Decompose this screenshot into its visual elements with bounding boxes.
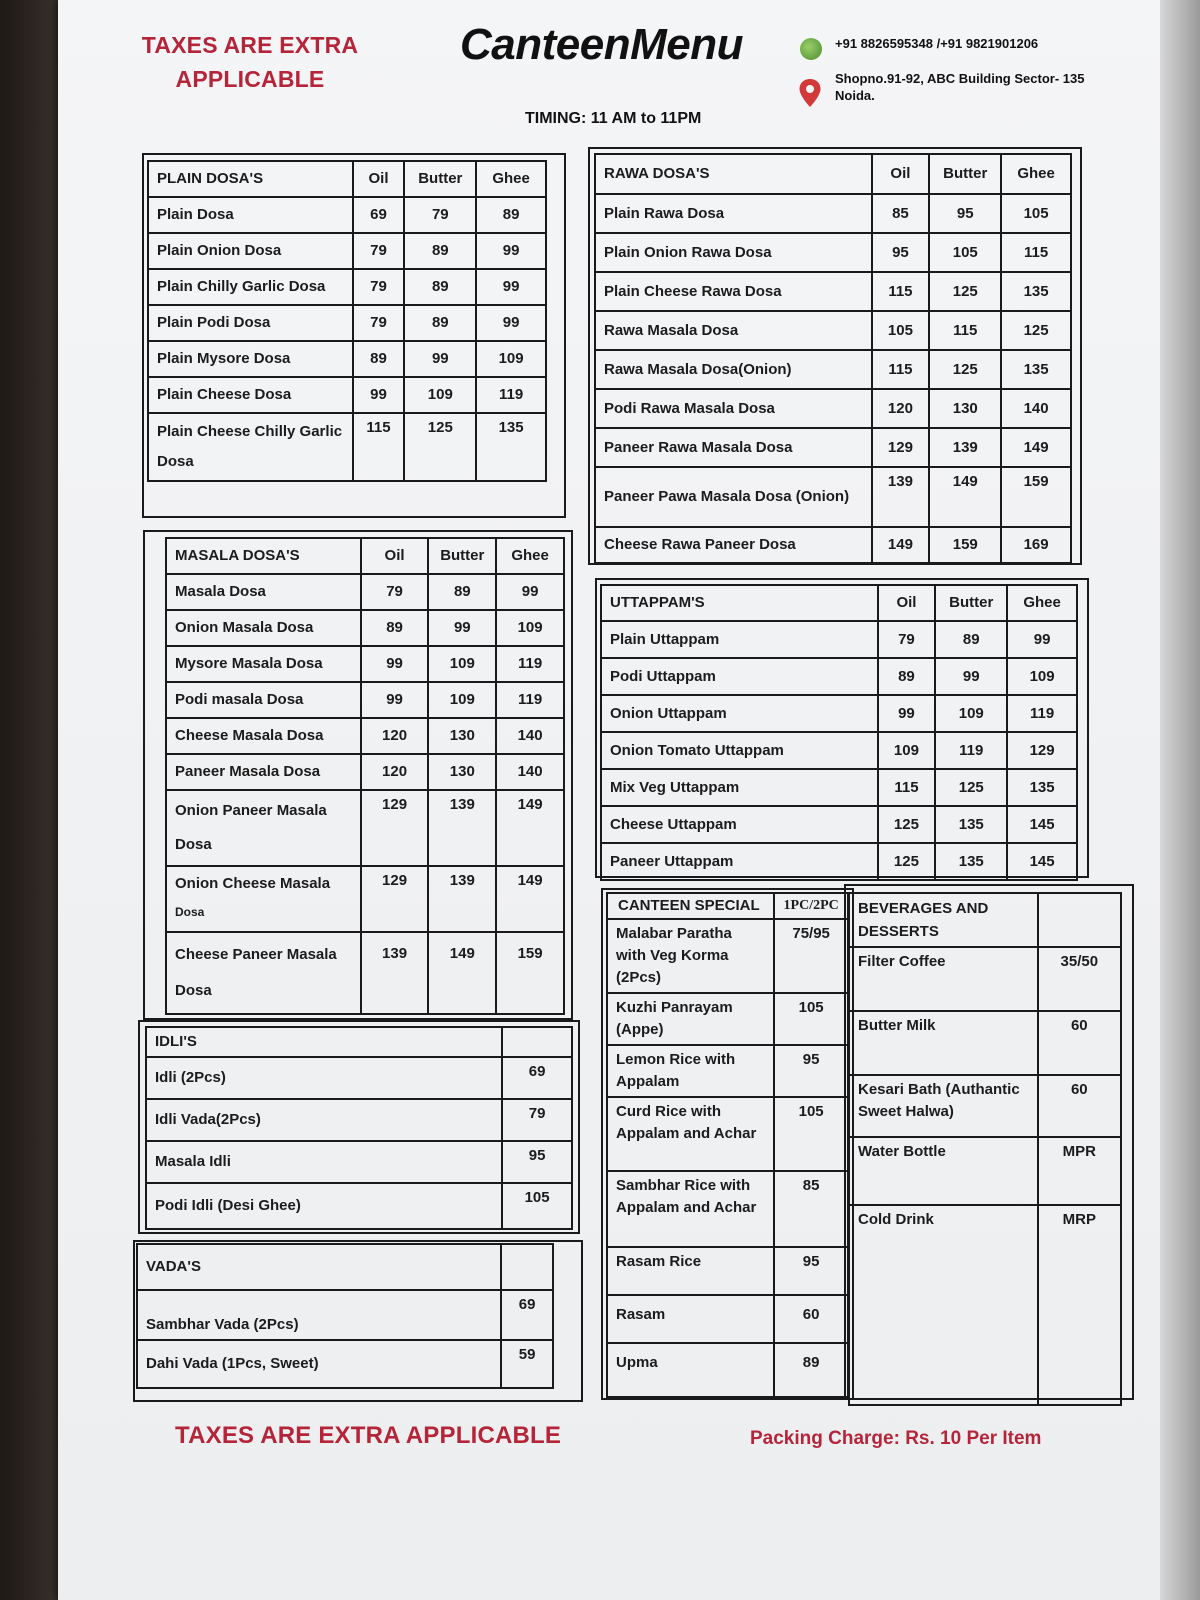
price-butter: 89 xyxy=(404,269,476,305)
price-ghee: 109 xyxy=(476,341,546,377)
price-butter: 89 xyxy=(428,574,496,610)
price-butter: 149 xyxy=(929,467,1001,527)
item-name: Kuzhi Panrayam (Appe) xyxy=(607,993,774,1045)
table-row xyxy=(166,718,564,754)
rawa-dosa-table xyxy=(594,153,1072,564)
item-name: Paneer Uttappam xyxy=(601,843,878,880)
price-butter: 139 xyxy=(929,428,1001,467)
item-name: Plain Onion Rawa Dosa xyxy=(595,233,872,272)
price-ghee: 129 xyxy=(1007,732,1077,769)
price-butter: 115 xyxy=(929,311,1001,350)
price-ghee: 159 xyxy=(1001,467,1071,527)
table-row xyxy=(166,646,564,682)
item-name: Rasam Rice xyxy=(607,1247,774,1295)
table-row xyxy=(607,993,848,1045)
item-name: Cheese Rawa Paneer Dosa xyxy=(595,527,872,563)
price-butter: 135 xyxy=(935,806,1007,843)
col-oil: Oil xyxy=(872,154,930,194)
table-row xyxy=(607,1097,848,1171)
price-ghee: 89 xyxy=(476,197,546,233)
price: MRP xyxy=(1038,1205,1121,1405)
price-oil: 99 xyxy=(353,377,405,413)
rawa-dosa-title: RAWA DOSA'S xyxy=(595,154,872,194)
table-row xyxy=(148,269,546,305)
table-row xyxy=(601,695,1077,732)
price-butter: 125 xyxy=(929,350,1001,389)
empty-header-cell xyxy=(501,1244,553,1290)
canteen-special-table xyxy=(606,892,849,1398)
price: 79 xyxy=(502,1099,572,1141)
item-name: Plain Cheese Rawa Dosa xyxy=(595,272,872,311)
price-oil: 120 xyxy=(361,754,429,790)
table-row xyxy=(601,658,1077,695)
table-row xyxy=(137,1290,553,1340)
price-butter: 119 xyxy=(935,732,1007,769)
beverages-title: BEVERAGES AND DESSERTS xyxy=(849,893,1038,947)
item-name: Onion Masala Dosa xyxy=(166,610,361,646)
price-ghee: 135 xyxy=(1001,350,1071,389)
table-row xyxy=(166,610,564,646)
price-oil: 79 xyxy=(353,305,405,341)
table-row xyxy=(166,682,564,718)
table-row xyxy=(595,527,1071,563)
price-oil: 89 xyxy=(353,341,405,377)
price-oil: 129 xyxy=(361,866,429,932)
price-oil: 149 xyxy=(872,527,930,563)
item-name: Rawa Masala Dosa(Onion) xyxy=(595,350,872,389)
price-oil: 109 xyxy=(878,732,936,769)
price-oil: 129 xyxy=(872,428,930,467)
item-name-line1: Onion Cheese Masala xyxy=(175,875,331,892)
price-butter: 105 xyxy=(929,233,1001,272)
table-row xyxy=(607,919,848,993)
item-name: Mysore Masala Dosa xyxy=(166,646,361,682)
table-row xyxy=(595,233,1071,272)
vada-title: VADA'S xyxy=(137,1244,501,1290)
price-butter: 125 xyxy=(404,413,476,481)
item-name: Paneer Pawa Masala Dosa (Onion) xyxy=(595,467,872,527)
item-name-line2: Dosa xyxy=(175,905,205,919)
price-ghee: 99 xyxy=(496,574,564,610)
location-pin-icon xyxy=(798,78,822,108)
price-ghee: 99 xyxy=(476,233,546,269)
item-name xyxy=(166,866,361,932)
item-name: Plain Dosa xyxy=(148,197,353,233)
price: 85 xyxy=(774,1171,848,1247)
item-name: Butter Milk xyxy=(849,1011,1038,1075)
item-name: Onion Tomato Uttappam xyxy=(601,732,878,769)
price-oil: 125 xyxy=(878,806,936,843)
item-name: Lemon Rice with Appalam xyxy=(607,1045,774,1097)
col-butter: Butter xyxy=(428,538,496,574)
table-row xyxy=(146,1099,572,1141)
price-butter: 149 xyxy=(428,932,496,1014)
price-oil: 129 xyxy=(361,790,429,866)
item-name-line2: Dosa xyxy=(175,836,212,853)
price-oil: 95 xyxy=(872,233,930,272)
tax-note-top: TAXES ARE EXTRA APPLICABLE xyxy=(141,32,359,92)
table-row xyxy=(601,769,1077,806)
price-oil: 115 xyxy=(872,350,930,389)
table-row xyxy=(595,194,1071,233)
table-row xyxy=(595,428,1071,467)
item-name: Plain Cheese Chilly Garlic Dosa xyxy=(148,413,353,481)
price-butter: 135 xyxy=(935,843,1007,880)
col-butter: Butter xyxy=(404,161,476,197)
canteen-special-title: CANTEEN SPECIAL xyxy=(607,893,774,919)
item-name: Podi masala Dosa xyxy=(166,682,361,718)
price-ghee: 109 xyxy=(496,610,564,646)
price-butter: 125 xyxy=(935,769,1007,806)
price-butter: 109 xyxy=(935,695,1007,732)
item-name: Cheese Uttappam xyxy=(601,806,878,843)
price: 35/50 xyxy=(1038,947,1121,1011)
uttappam-title: UTTAPPAM'S xyxy=(601,585,878,621)
idli-table xyxy=(145,1026,573,1230)
table-row xyxy=(595,311,1071,350)
price-butter: 139 xyxy=(428,866,496,932)
price-ghee: 99 xyxy=(476,305,546,341)
item-name: Mix Veg Uttappam xyxy=(601,769,878,806)
item-name: Plain Podi Dosa xyxy=(148,305,353,341)
price-ghee: 119 xyxy=(476,377,546,413)
tax-note-bottom: TAXES ARE EXTRA APPLICABLE xyxy=(175,1422,562,1449)
table-row xyxy=(166,574,564,610)
table-row xyxy=(601,732,1077,769)
item-name: Sambhar Vada (2Pcs) xyxy=(137,1290,501,1340)
price-oil: 79 xyxy=(361,574,429,610)
price-butter: 95 xyxy=(929,194,1001,233)
price-butter: 130 xyxy=(428,754,496,790)
price-oil: 125 xyxy=(878,843,936,880)
table-row xyxy=(148,197,546,233)
table-row xyxy=(595,350,1071,389)
table-row xyxy=(849,1137,1121,1205)
price-ghee: 119 xyxy=(496,682,564,718)
price: MPR xyxy=(1038,1137,1121,1205)
table-row xyxy=(849,947,1121,1011)
price-butter: 89 xyxy=(404,233,476,269)
item-name: Cold Drink xyxy=(849,1205,1038,1405)
item-name: Plain Mysore Dosa xyxy=(148,341,353,377)
table-row xyxy=(607,1295,848,1343)
table-row xyxy=(166,790,564,866)
item-name: Plain Uttappam xyxy=(601,621,878,658)
price-ghee: 135 xyxy=(1001,272,1071,311)
item-name-line2: Dosa xyxy=(175,982,212,999)
item-name: Podi Uttappam xyxy=(601,658,878,695)
price-oil: 105 xyxy=(872,311,930,350)
item-name: Paneer Masala Dosa xyxy=(166,754,361,790)
item-name: Malabar Paratha with Veg Korma (2Pcs) xyxy=(607,919,774,993)
table-row xyxy=(601,843,1077,880)
price-oil: 79 xyxy=(878,621,936,658)
packing-charge-note: Packing Charge: Rs. 10 Per Item xyxy=(750,1428,1042,1449)
table-row xyxy=(148,413,546,481)
price-butter: 89 xyxy=(935,621,1007,658)
table-row xyxy=(595,467,1071,527)
col-oil: Oil xyxy=(361,538,429,574)
price-ghee: 140 xyxy=(496,754,564,790)
price: 89 xyxy=(774,1343,848,1397)
price: 60 xyxy=(774,1295,848,1343)
price-oil: 115 xyxy=(878,769,936,806)
table-row xyxy=(137,1340,553,1388)
plain-dosa-title: PLAIN DOSA'S xyxy=(148,161,353,197)
price-oil: 69 xyxy=(353,197,405,233)
item-name: Idli (2Pcs) xyxy=(146,1057,502,1099)
col-oil: Oil xyxy=(353,161,405,197)
price-butter: 99 xyxy=(935,658,1007,695)
page-title: CanteenMenu xyxy=(460,20,743,69)
table-row xyxy=(849,1205,1121,1405)
price-ghee: 135 xyxy=(476,413,546,481)
table-row xyxy=(595,389,1071,428)
price: 105 xyxy=(502,1183,572,1229)
table-row xyxy=(148,377,546,413)
item-name: Filter Coffee xyxy=(849,947,1038,1011)
price-ghee: 119 xyxy=(496,646,564,682)
price-ghee: 149 xyxy=(496,866,564,932)
price-ghee: 99 xyxy=(1007,621,1077,658)
price: 75/95 xyxy=(774,919,848,993)
price-butter: 130 xyxy=(929,389,1001,428)
item-name: Plain Chilly Garlic Dosa xyxy=(148,269,353,305)
price-butter: 130 xyxy=(428,718,496,754)
col-butter: Butter xyxy=(935,585,1007,621)
vada-table xyxy=(136,1243,554,1389)
item-name: Masala Dosa xyxy=(166,574,361,610)
price-oil: 79 xyxy=(353,269,405,305)
table-row xyxy=(601,621,1077,658)
price-butter: 109 xyxy=(428,682,496,718)
item-name: Water Bottle xyxy=(849,1137,1038,1205)
item-name: Rawa Masala Dosa xyxy=(595,311,872,350)
item-name: Masala Idli xyxy=(146,1141,502,1183)
table-row xyxy=(601,806,1077,843)
table-row xyxy=(607,1171,848,1247)
item-name: Curd Rice with Appalam and Achar xyxy=(607,1097,774,1171)
item-name: Upma xyxy=(607,1343,774,1397)
price-butter: 125 xyxy=(929,272,1001,311)
price-oil: 115 xyxy=(872,272,930,311)
col-oil: Oil xyxy=(878,585,936,621)
price-ghee: 159 xyxy=(496,932,564,1014)
price-oil: 99 xyxy=(878,695,936,732)
table-surface-right xyxy=(1160,0,1200,1600)
table-row xyxy=(148,233,546,269)
item-name-line1: Cheese Paneer Masala xyxy=(175,946,337,963)
price: 60 xyxy=(1038,1011,1121,1075)
price-ghee: 119 xyxy=(1007,695,1077,732)
table-row xyxy=(146,1141,572,1183)
price-butter: 99 xyxy=(404,341,476,377)
table-row xyxy=(166,932,564,1014)
table-row xyxy=(166,754,564,790)
phone-icon xyxy=(800,38,822,60)
uttappam-table xyxy=(600,584,1078,881)
phone-numbers: +91 8826595348 /+91 9821901206 xyxy=(835,36,1039,51)
price-oil: 115 xyxy=(353,413,405,481)
masala-dosa-table xyxy=(165,537,565,1015)
item-name: Idli Vada(2Pcs) xyxy=(146,1099,502,1141)
table-row xyxy=(148,305,546,341)
price: 105 xyxy=(774,993,848,1045)
price-butter: 89 xyxy=(404,305,476,341)
col-butter: Butter xyxy=(929,154,1001,194)
beverages-table xyxy=(848,892,1122,1406)
price-ghee: 169 xyxy=(1001,527,1071,563)
timing-text: TIMING: 11 AM to 11PM xyxy=(525,110,702,127)
address: Shopno.91-92, ABC Building Sector- 135 Noida. xyxy=(835,71,1085,103)
item-name: Dahi Vada (1Pcs, Sweet) xyxy=(137,1340,501,1388)
table-row xyxy=(595,272,1071,311)
price-oil: 139 xyxy=(872,467,930,527)
col-ghee: Ghee xyxy=(476,161,546,197)
table-row xyxy=(146,1183,572,1229)
price-butter: 99 xyxy=(428,610,496,646)
price-ghee: 109 xyxy=(1007,658,1077,695)
price: 95 xyxy=(774,1045,848,1097)
price-oil: 85 xyxy=(872,194,930,233)
col-ghee: Ghee xyxy=(1007,585,1077,621)
item-name: Podi Idli (Desi Ghee) xyxy=(146,1183,502,1229)
table-row xyxy=(607,1343,848,1397)
price-ghee: 125 xyxy=(1001,311,1071,350)
price-oil: 99 xyxy=(361,646,429,682)
item-name: Kesari Bath (Authantic Sweet Halwa) xyxy=(849,1075,1038,1137)
item-name xyxy=(166,790,361,866)
price-ghee: 145 xyxy=(1007,806,1077,843)
table-surface-left xyxy=(0,0,60,1600)
price-butter: 109 xyxy=(428,646,496,682)
price-ghee: 140 xyxy=(1001,389,1071,428)
price-butter: 79 xyxy=(404,197,476,233)
item-name: Sambhar Rice with Appalam and Achar xyxy=(607,1171,774,1247)
col-ghee: Ghee xyxy=(496,538,564,574)
item-name: Podi Rawa Masala Dosa xyxy=(595,389,872,428)
price: 60 xyxy=(1038,1075,1121,1137)
item-name: Plain Rawa Dosa xyxy=(595,194,872,233)
price-oil: 120 xyxy=(872,389,930,428)
masala-dosa-title: MASALA DOSA'S xyxy=(166,538,361,574)
price: 69 xyxy=(502,1057,572,1099)
price-butter: 159 xyxy=(929,527,1001,563)
price: 95 xyxy=(502,1141,572,1183)
price-butter: 139 xyxy=(428,790,496,866)
plain-dosa-table xyxy=(147,160,547,482)
item-name: Rasam xyxy=(607,1295,774,1343)
empty-header-cell xyxy=(502,1027,572,1057)
price-ghee: 149 xyxy=(496,790,564,866)
price-oil: 99 xyxy=(361,682,429,718)
price-ghee: 99 xyxy=(476,269,546,305)
price-oil: 79 xyxy=(353,233,405,269)
price: 105 xyxy=(774,1097,848,1171)
price-ghee: 135 xyxy=(1007,769,1077,806)
price: 59 xyxy=(501,1340,553,1388)
price-oil: 139 xyxy=(361,932,429,1014)
item-name: Cheese Masala Dosa xyxy=(166,718,361,754)
item-name: Paneer Rawa Masala Dosa xyxy=(595,428,872,467)
idli-title: IDLI'S xyxy=(146,1027,502,1057)
item-name-line1: Onion Paneer Masala xyxy=(175,802,327,819)
item-name: Onion Uttappam xyxy=(601,695,878,732)
empty-header-cell xyxy=(1038,893,1121,947)
table-row xyxy=(607,1247,848,1295)
price-oil: 89 xyxy=(361,610,429,646)
item-name xyxy=(166,932,361,1014)
price-ghee: 140 xyxy=(496,718,564,754)
table-row xyxy=(146,1057,572,1099)
price-ghee: 145 xyxy=(1007,843,1077,880)
table-row xyxy=(148,341,546,377)
price-oil: 120 xyxy=(361,718,429,754)
price: 69 xyxy=(501,1290,553,1340)
table-row xyxy=(849,1011,1121,1075)
price-ghee: 115 xyxy=(1001,233,1071,272)
table-row xyxy=(849,1075,1121,1137)
price-butter: 109 xyxy=(404,377,476,413)
col-ghee: Ghee xyxy=(1001,154,1071,194)
col-1pc-2pc: 1PC/2PC xyxy=(774,893,848,919)
price-ghee: 105 xyxy=(1001,194,1071,233)
price-ghee: 149 xyxy=(1001,428,1071,467)
price-oil: 89 xyxy=(878,658,936,695)
item-name: Plain Cheese Dosa xyxy=(148,377,353,413)
item-name: Plain Onion Dosa xyxy=(148,233,353,269)
table-row xyxy=(607,1045,848,1097)
table-row xyxy=(166,866,564,932)
price: 95 xyxy=(774,1247,848,1295)
